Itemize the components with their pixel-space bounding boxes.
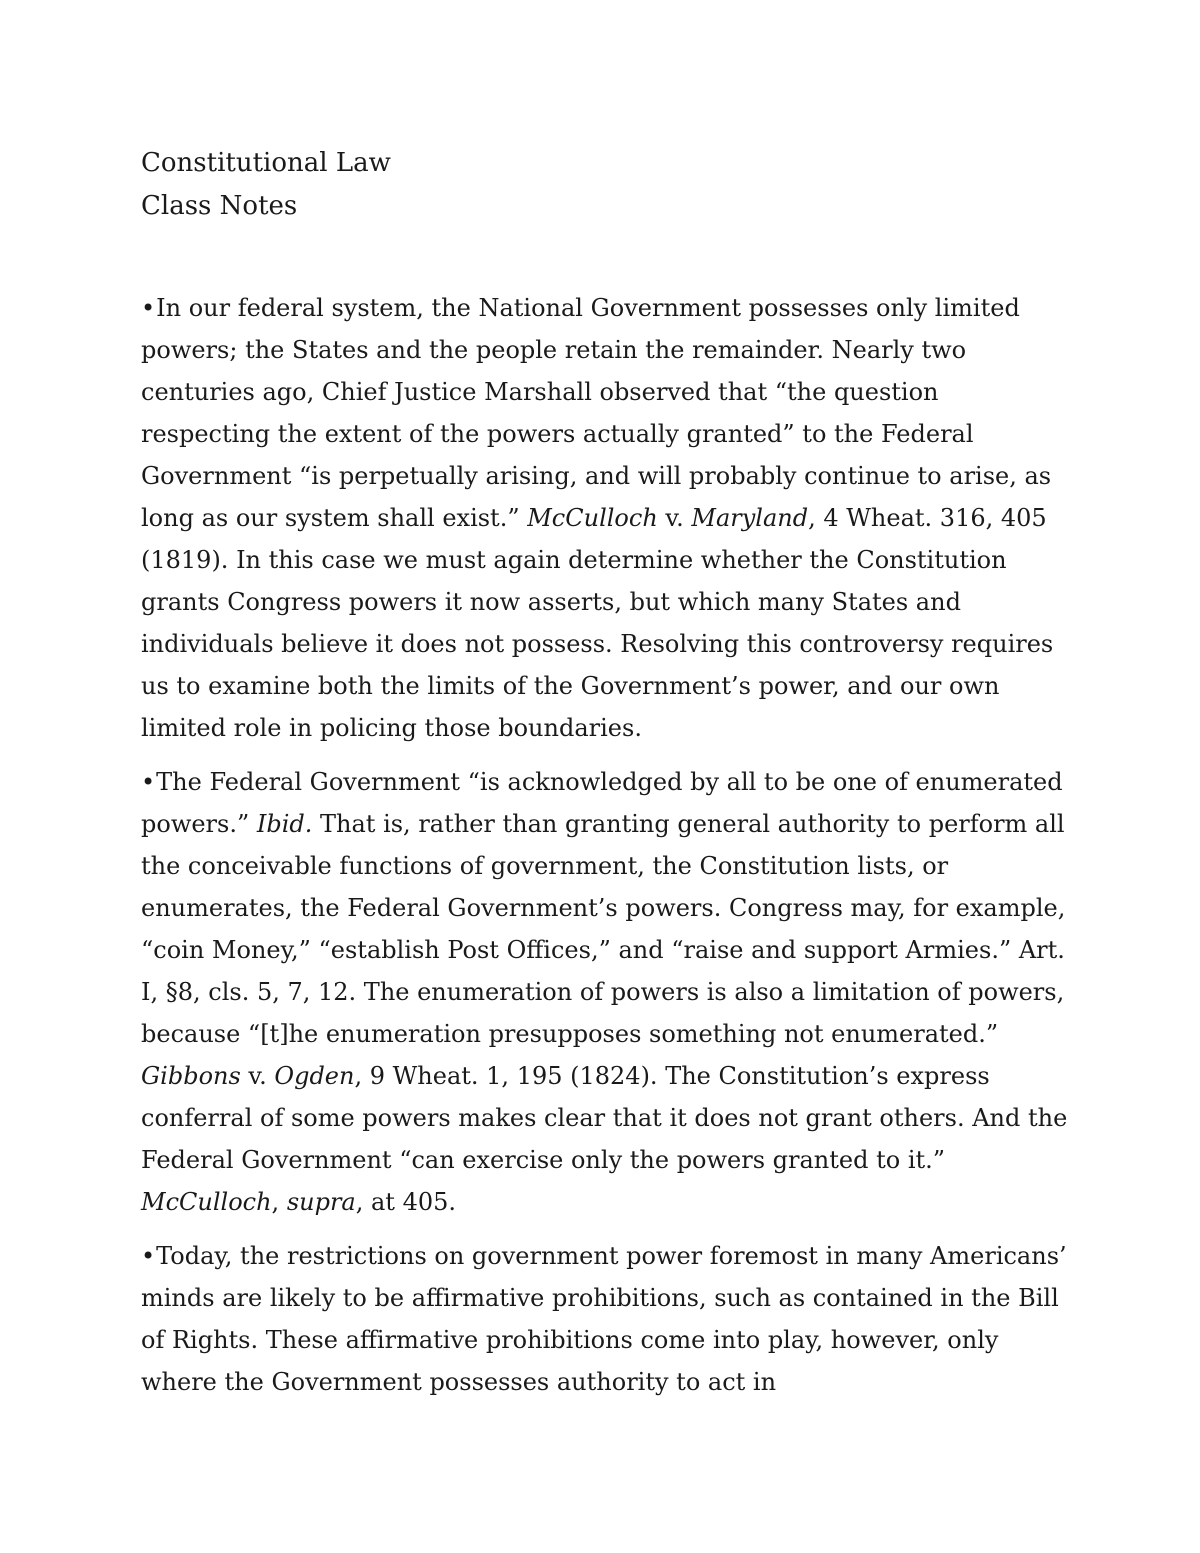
document-header: [141, 142, 391, 228]
paragraph-1-text-b: , 4 Wheat. 316, 405 (1819). In this case we must again determine whether the Constitution grants Congress powers it now asserts, but which many States and individuals believe it does not possess. Resolving this controversy requires us to examine both the limits of the Government’s power, and our own limited role in policing those boundaries.: [141, 504, 1054, 742]
versus-text: v.: [240, 1062, 275, 1090]
case-name-mcculloch: McCulloch: [527, 504, 658, 532]
paragraph-2-text-c: , 9 Wheat. 1, 195 (1824). The Constitution’s express conferral of some powers makes clear that it does not grant others. And the Federal Government “can exercise only the powers granted to it.”: [141, 1062, 1068, 1174]
citation-comma: ,: [271, 1188, 287, 1216]
bullet-marker: •: [141, 768, 156, 796]
document-body: [141, 287, 1071, 1415]
paragraph-1: [141, 287, 1071, 749]
versus-text: v.: [657, 504, 692, 532]
citation-ibid: Ibid.: [256, 810, 313, 838]
case-name-mcculloch-short: McCulloch: [141, 1188, 272, 1216]
paragraph-2: [141, 761, 1071, 1223]
bullet-marker: •: [141, 1242, 156, 1270]
bullet-marker: •: [141, 294, 156, 322]
paragraph-3: [141, 1235, 1071, 1403]
paragraph-1-text-a: In our federal system, the National Government possesses only limited powers; the States and the people retain the remainder. Nearly two centuries ago, Chief Justice Marshall observed that “the question respecting the extent of the powers actually granted” to the Federal Government “is perpetually arising, and will probably continue to arise, as long as our system shall exist.”: [141, 294, 1052, 532]
document-subtitle: Class Notes: [141, 191, 298, 221]
paragraph-2-text-d: , at 405.: [355, 1188, 457, 1216]
document-title: Constitutional Law: [141, 148, 391, 178]
paragraph-3-text-a: Today, the restrictions on government power foremost in many Americans’ minds are likely to be affirmative prohibitions, such as contained in the Bill of Rights. These affirmative prohibitions come into play, however, only where the Government possesses authority to act in: [141, 1242, 1067, 1396]
paragraph-2-text-b: That is, rather than granting general authority to perform all the conceivable functions of government, the Constitution lists, or enumerates, the Federal Government’s powers. Congress may, for example, “coin Money,” “establish Post Offices,” and “raise and support Armies.” Art. I, §8, cls. 5, 7, 12. The enumeration of powers is also a limitation of powers, because “[t]he enumeration presupposes something not enumerated.”: [141, 810, 1066, 1048]
paragraph-2-text-a: The Federal Government “is acknowledged by all to be one of enumerated powers.”: [141, 768, 1063, 838]
case-name-gibbons: Gibbons: [141, 1062, 241, 1090]
case-name-maryland: Maryland: [691, 504, 809, 532]
citation-supra: supra: [286, 1188, 356, 1216]
case-name-ogden: Ogden: [274, 1062, 355, 1090]
